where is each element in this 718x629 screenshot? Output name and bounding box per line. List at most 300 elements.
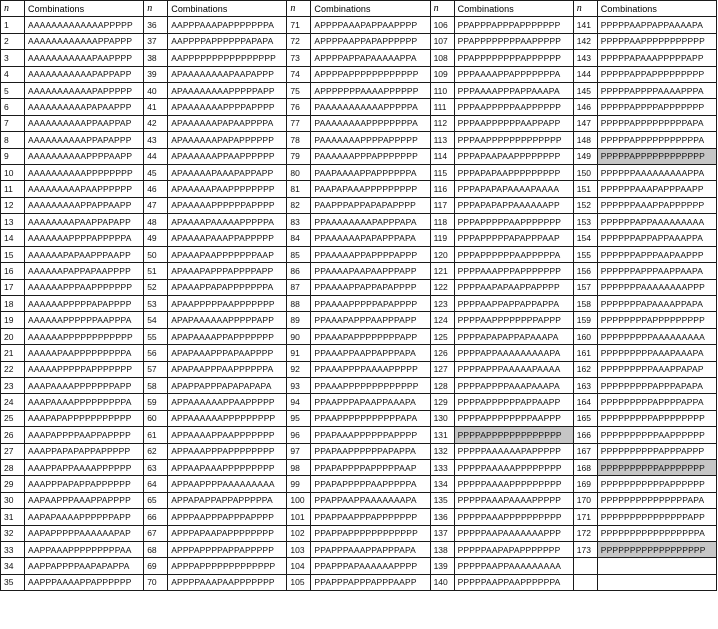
combination-cell: PPPPPAAPAPAPPPPPPP: [454, 541, 573, 557]
combination-cell: APPAAAAPPAAPPPPPPP: [168, 427, 287, 443]
row-number-cell: 122: [430, 279, 454, 295]
table-row: [1, 214, 717, 230]
combination-cell: APPAAAPPPAPPPPPPPP: [168, 443, 287, 459]
combination-cell: AAAAAPPPPPAPPPPPPP: [25, 361, 144, 377]
row-number-cell: 11: [1, 181, 25, 197]
row-number-cell: 44: [144, 148, 168, 164]
empty-cell: [573, 558, 597, 574]
combination-cell: PPPPPPPPPPAAPPPPPP: [597, 427, 716, 443]
combination-cell: AAPPAPPPPAAPAPAPPA: [25, 558, 144, 574]
combination-cell: APPPPPPPAAAAPPPPPP: [311, 82, 430, 98]
row-number-cell: 5: [1, 82, 25, 98]
row-number-cell: 22: [1, 361, 25, 377]
combination-cell: APPPPAPPAPAAAAAPPA: [311, 50, 430, 66]
row-number-cell: 8: [1, 132, 25, 148]
row-number-cell: 166: [573, 427, 597, 443]
combination-cell: AAAAAAPPPPPPPPPPPP: [25, 328, 144, 344]
row-number-cell: 4: [1, 66, 25, 82]
combination-cell: PPAAAPPPPPPPPPPPPP: [311, 377, 430, 393]
combination-cell: AAAAAAAAAAAAAPPPPP: [25, 17, 144, 33]
row-number-cell: 164: [573, 394, 597, 410]
row-number-cell: 14: [1, 230, 25, 246]
row-number-cell: 140: [430, 574, 454, 590]
row-number-cell: 127: [430, 361, 454, 377]
combination-cell: AAPAPAAAAPPPPPPAPP: [25, 509, 144, 525]
row-number-cell: 61: [144, 427, 168, 443]
row-number-cell: 41: [144, 99, 168, 115]
row-number-cell: 172: [573, 525, 597, 541]
row-number-cell: 107: [430, 33, 454, 49]
table-row: [1, 541, 717, 557]
row-number-cell: 158: [573, 296, 597, 312]
combination-cell: AAAAAAAPPPPAPPPPPA: [25, 230, 144, 246]
row-number-cell: 15: [1, 246, 25, 262]
row-number-cell: 49: [144, 230, 168, 246]
combination-cell: PPAAPPPPPPPPPPPAPA: [311, 410, 430, 426]
row-number-cell: 60: [144, 410, 168, 426]
row-number-cell: 2: [1, 33, 25, 49]
combination-cell: PPAAAPPAAPPAPPPAPA: [311, 345, 430, 361]
combination-cell: APAPAAPPPAAPPPPPPA: [168, 361, 287, 377]
table-row: [1, 115, 717, 131]
table-row: [1, 377, 717, 393]
table-row: [1, 279, 717, 295]
row-number-cell: 154: [573, 230, 597, 246]
row-number-cell: 156: [573, 263, 597, 279]
combination-cell: AAAAAAAAAAAPAAPPPP: [25, 50, 144, 66]
row-number-cell: 113: [430, 132, 454, 148]
combination-cell: APAPAAAPPPAPAAPPPP: [168, 345, 287, 361]
combination-cell: PPPPPAPPPPAPPPPPPP: [597, 99, 716, 115]
table-row: [1, 558, 717, 574]
combination-cell: PPPPPPAPPAPPAAAPPA: [597, 230, 716, 246]
row-number-cell: 34: [1, 558, 25, 574]
row-number-cell: 26: [1, 427, 25, 443]
combination-cell: APAAAAAAAAPAAPAPPP: [168, 66, 287, 82]
combination-cell: PAAAAAAAAPPPPPPPPA: [311, 115, 430, 131]
combination-cell: AAAPAAAAPPPPPPPPPA: [25, 394, 144, 410]
combination-cell: AAAAAAPPPPPAPAPPPP: [25, 296, 144, 312]
combination-cell: AAAAAAAAAAPPPPAAPP: [25, 148, 144, 164]
combination-cell: APPAPAPPAPPAPPPPPA: [168, 492, 287, 508]
table-row: [1, 246, 717, 262]
combination-cell: APAAAAPAAAPPAPPPPP: [168, 230, 287, 246]
combination-cell: PPPPAPPPPAAAPAAAPA: [454, 377, 573, 393]
combination-cell: AAAPAPAPPPPPPPPPPP: [25, 410, 144, 426]
row-number-cell: 6: [1, 99, 25, 115]
row-number-cell: 143: [573, 50, 597, 66]
row-number-cell: 144: [573, 66, 597, 82]
row-number-cell: 48: [144, 214, 168, 230]
table-row: [1, 509, 717, 525]
row-number-cell: 109: [430, 66, 454, 82]
row-number-cell: 130: [430, 410, 454, 426]
row-number-cell: 117: [430, 197, 454, 213]
combination-cell: PPPPAPAPAPPAPAAAPA: [454, 328, 573, 344]
combination-cell: PPPPPPAAAAAAAAAPPA: [597, 164, 716, 180]
row-number-cell: 69: [144, 558, 168, 574]
row-number-cell: 120: [430, 246, 454, 262]
row-number-cell: 91: [287, 345, 311, 361]
row-number-cell: 25: [1, 410, 25, 426]
row-number-cell: 13: [1, 214, 25, 230]
header-combinations-label: Combinations: [311, 1, 430, 17]
combination-cell: PPPPPPPAPAAAAPPAPA: [597, 296, 716, 312]
table-row: [1, 230, 717, 246]
combination-cell: PPPPPPPPPPPPPPPAPP: [597, 509, 716, 525]
header-n-label: n: [287, 1, 311, 17]
combination-cell: PAAPPPAPPAPAPAPPPP: [311, 197, 430, 213]
combination-cell: PPAAAAPPPPPAPAPPPP: [311, 296, 430, 312]
row-number-cell: 111: [430, 99, 454, 115]
table-row: [1, 99, 717, 115]
row-number-cell: 104: [287, 558, 311, 574]
combination-cell: APAPPAPPPAPAPAPAPA: [168, 377, 287, 393]
row-number-cell: 141: [573, 17, 597, 33]
combination-cell: APAPAAAAAAPPPPPAPP: [168, 312, 287, 328]
row-number-cell: 148: [573, 132, 597, 148]
table-row: [1, 33, 717, 49]
row-number-cell: 30: [1, 492, 25, 508]
combination-cell: PPPPPPAAAPPAPPPPPP: [597, 197, 716, 213]
combination-cell: AAAPPPAPAPPAPPPPPP: [25, 476, 144, 492]
row-number-cell: 10: [1, 164, 25, 180]
combination-cell: AAPAPPPPPAAAAAAPAP: [25, 525, 144, 541]
combination-cell: PPAPPAAPPPAPPPPPPP: [311, 509, 430, 525]
combination-cell: PPAAAAPAAPAAPPPAPP: [311, 263, 430, 279]
row-number-cell: 37: [144, 33, 168, 49]
row-number-cell: 126: [430, 345, 454, 361]
row-number-cell: 66: [144, 509, 168, 525]
row-number-cell: 7: [1, 115, 25, 131]
combination-cell: PAAPAAAAPPAPPPPPPA: [311, 164, 430, 180]
combination-cell: PPPPPPPPPAPPPAPAPA: [597, 377, 716, 393]
row-number-cell: 90: [287, 328, 311, 344]
combination-cell: PPPPPAPPAPPPPPPPPP: [597, 66, 716, 82]
combination-cell: AAAAAAAAAAAPAPPPPP: [25, 82, 144, 98]
row-number-cell: 128: [430, 377, 454, 393]
combination-cell: PAAAAAAAAAAAPPPPPA: [311, 99, 430, 115]
combination-cell: PPPAPPPPPAPAPPPAAP: [454, 230, 573, 246]
combination-cell: PPPPPPPPPAPPPPPPPP: [597, 410, 716, 426]
combination-cell: PPPPPPPPPPPPPPPAPA: [597, 492, 716, 508]
combination-cell: PAAAAAAPPPAPPPPPPP: [311, 148, 430, 164]
row-number-cell: 160: [573, 328, 597, 344]
row-number-cell: 97: [287, 443, 311, 459]
combination-cell: PPPPPAAAAAPPPPPPPP: [454, 459, 573, 475]
row-number-cell: 99: [287, 476, 311, 492]
combination-cell: PPPPPAAAPAAAAPPPPP: [454, 492, 573, 508]
header-combinations-label: Combinations: [168, 1, 287, 17]
row-number-cell: 121: [430, 263, 454, 279]
row-number-cell: 116: [430, 181, 454, 197]
header-n-label: n: [144, 1, 168, 17]
combination-cell: AAAAAPAAPPPPPPPPPA: [25, 345, 144, 361]
row-number-cell: 142: [573, 33, 597, 49]
combination-cell: PPPPAAPAPAAPPAPPPP: [454, 279, 573, 295]
row-number-cell: 87: [287, 279, 311, 295]
combination-cell: APPPAAPPPAPPPAPPPP: [168, 509, 287, 525]
combination-cell: PPPPPAAPPPPPPPPPPP: [597, 33, 716, 49]
row-number-cell: 85: [287, 246, 311, 262]
row-number-cell: 124: [430, 312, 454, 328]
combination-cell: PPPPPAAAAPPPPPPPPP: [454, 476, 573, 492]
table-row: [1, 427, 717, 443]
combination-cell: PPPPPPPPPAPPPPAPPA: [597, 394, 716, 410]
row-number-cell: 100: [287, 492, 311, 508]
row-number-cell: 152: [573, 197, 597, 213]
combination-cell: PPAPPPAPAAAAAAPPPP: [311, 558, 430, 574]
combination-cell: PPAAAPAPPPAAPPPAPP: [311, 312, 430, 328]
combination-cell: PPAPPAPPPPPPPPPPPP: [311, 525, 430, 541]
combination-cell-highlighted: PPPPPAPPPPPPPPPPPP: [597, 148, 716, 164]
combination-cell: AAAAAAAAAAPPAAPPAP: [25, 115, 144, 131]
combination-cell: APPPAPPPPPPPPPPPPP: [168, 558, 287, 574]
row-number-cell: 151: [573, 181, 597, 197]
table-row: [1, 181, 717, 197]
row-number-cell: 9: [1, 148, 25, 164]
table-row: [1, 197, 717, 213]
row-number-cell: 108: [430, 50, 454, 66]
combination-cell: PPPPPAAAPPPPPPPPPP: [454, 509, 573, 525]
combination-cell: AAAPAPPPPAAPPAPPPP: [25, 427, 144, 443]
row-number-cell: 73: [287, 50, 311, 66]
row-number-cell: 149: [573, 148, 597, 164]
row-number-cell: 102: [287, 525, 311, 541]
combination-cell: PPPAAPPPPPPAAPPAPP: [454, 115, 573, 131]
row-number-cell: 155: [573, 246, 597, 262]
row-number-cell: 19: [1, 312, 25, 328]
row-number-cell: 132: [430, 443, 454, 459]
combination-cell: PPAPPPPPPPPAAPPPPP: [454, 33, 573, 49]
table-row: [1, 361, 717, 377]
combination-cell: PPPPPPAPPPAAPAAPPP: [597, 246, 716, 262]
combination-cell: PPPPPAPPPPPPPPPAPA: [597, 115, 716, 131]
combination-cell: PPPPPAAPPAPPAAAAPA: [597, 17, 716, 33]
combination-cell: PPPPPPPPPPAPPPAPPP: [597, 443, 716, 459]
combination-cell: AAAPPAPPAAAAPPPPPP: [25, 459, 144, 475]
row-number-cell: 56: [144, 345, 168, 361]
row-number-cell: 78: [287, 132, 311, 148]
table-row: [1, 459, 717, 475]
combination-cell: AAPPPAAAAPPAPPPPPP: [25, 574, 144, 590]
combination-cell: PPPPAPPPPPPPPAAPPP: [454, 410, 573, 426]
combination-cell: APAAAPAAPPPPPPPAAP: [168, 246, 287, 262]
combination-cell: PPAAAPAPPPPPPPPAPP: [311, 328, 430, 344]
row-number-cell: 53: [144, 296, 168, 312]
row-number-cell: 23: [1, 377, 25, 393]
header-n-label: n: [573, 1, 597, 17]
combination-cell: APPPPAAAPAAPPPPPPP: [168, 574, 287, 590]
header-n-label: n: [430, 1, 454, 17]
row-number-cell: 58: [144, 377, 168, 393]
combination-cell: PPAAAPPPPAAAAPPPPP: [311, 361, 430, 377]
combination-cell: APAAAAAAPAPAAPPPPA: [168, 115, 287, 131]
row-number-cell: 45: [144, 164, 168, 180]
table-row: [1, 312, 717, 328]
table-row: [1, 50, 717, 66]
row-number-cell: 86: [287, 263, 311, 279]
row-number-cell: 31: [1, 509, 25, 525]
row-number-cell: 94: [287, 394, 311, 410]
row-number-cell: 64: [144, 476, 168, 492]
row-number-cell: 101: [287, 509, 311, 525]
header-combinations-label: Combinations: [597, 1, 716, 17]
combination-cell: PPPPPAAPAAAAAAAPPP: [454, 525, 573, 541]
combination-cell: APAAAPPAPAPPPPPPPA: [168, 279, 287, 295]
combination-cell: PPAAAAAAAAPAPPPAPA: [311, 214, 430, 230]
row-number-cell: 98: [287, 459, 311, 475]
row-number-cell: 131: [430, 427, 454, 443]
table-row: [1, 525, 717, 541]
combination-cell: PPAPAAPPPPPPAPAPPA: [311, 443, 430, 459]
combination-cell: PPPPPPPPPAAAPPAPAP: [597, 361, 716, 377]
combination-cell: APPPAPPPPAPPAPPPPP: [168, 541, 287, 557]
row-number-cell: 68: [144, 541, 168, 557]
combination-cell: AAPPAAAPPPPPPPPPAA: [25, 541, 144, 557]
row-number-cell: 115: [430, 164, 454, 180]
row-number-cell: 103: [287, 541, 311, 557]
combination-cell: AAAAAAPAPPAPAAPPPP: [25, 263, 144, 279]
row-number-cell: 76: [287, 99, 311, 115]
table-row: [1, 574, 717, 590]
row-number-cell: 33: [1, 541, 25, 557]
combination-cell: PPAAAAAAPAPAPPPAPA: [311, 230, 430, 246]
row-number-cell: 75: [287, 82, 311, 98]
combination-cell: PPPAPAAPAAPPPPPPPP: [454, 148, 573, 164]
row-number-cell: 16: [1, 263, 25, 279]
row-number-cell: 153: [573, 214, 597, 230]
row-number-cell: 163: [573, 377, 597, 393]
table-row: [1, 82, 717, 98]
combination-cell: PPPPPPPPPAAAAAAAAA: [597, 328, 716, 344]
row-number-cell: 165: [573, 410, 597, 426]
combination-cell: PPPPPPAPPAAAAAAAAA: [597, 214, 716, 230]
row-number-cell: 77: [287, 115, 311, 131]
row-number-cell: 51: [144, 263, 168, 279]
row-number-cell: 150: [573, 164, 597, 180]
row-number-cell: 72: [287, 33, 311, 49]
combination-cell: PPPPAPPPPPPAPPAAPP: [454, 394, 573, 410]
combination-cell: PPAPPPAPPPAPPPPPPP: [454, 17, 573, 33]
combination-cell-highlighted: PPPPPPPPPPPPPPPPPP: [597, 541, 716, 557]
combination-cell: APPPPAAAPAPPAAPPPP: [311, 17, 430, 33]
table-header-row: [1, 1, 717, 17]
empty-cell: [597, 574, 716, 590]
row-number-cell: 159: [573, 312, 597, 328]
row-number-cell: 28: [1, 459, 25, 475]
combination-cell: PPAPPPAAAPPAPPPAPA: [311, 541, 430, 557]
table-row: [1, 263, 717, 279]
combination-cell: PAAAAAAAPPPPAPPPPP: [311, 132, 430, 148]
row-number-cell: 114: [430, 148, 454, 164]
table-row: [1, 148, 717, 164]
combination-cell: AAAAAAPPPAAPPPPPPP: [25, 279, 144, 295]
combination-cell: PPPAPPPPPAAPPPPPPP: [454, 214, 573, 230]
row-number-cell: 42: [144, 115, 168, 131]
combination-cell: PPAPPPAPPPAPPPAAPP: [311, 574, 430, 590]
combination-cell-highlighted: PPPPPPPPPPAPPPPPPP: [597, 459, 716, 475]
row-number-cell: 125: [430, 328, 454, 344]
row-number-cell: 133: [430, 459, 454, 475]
row-number-cell: 32: [1, 525, 25, 541]
row-number-cell: 29: [1, 476, 25, 492]
row-number-cell: 80: [287, 164, 311, 180]
combination-cell: PPPPPPPPPPPAPPPPPP: [597, 476, 716, 492]
row-number-cell: 106: [430, 17, 454, 33]
combination-cell-highlighted: PPPPAPPPPPPPPPPPPP: [454, 427, 573, 443]
combination-cell: PPPAAPPPPPPPPPPPPP: [454, 132, 573, 148]
row-number-cell: 50: [144, 246, 168, 262]
table-row: [1, 492, 717, 508]
combination-cell: AAAPPAPAPAPPAPPPPP: [25, 443, 144, 459]
row-number-cell: 27: [1, 443, 25, 459]
row-number-cell: 134: [430, 476, 454, 492]
row-number-cell: 81: [287, 181, 311, 197]
row-number-cell: 59: [144, 394, 168, 410]
row-number-cell: 18: [1, 296, 25, 312]
combination-cell: APAAAAAAAPPPPAPPPP: [168, 99, 287, 115]
row-number-cell: 43: [144, 132, 168, 148]
table-row: [1, 443, 717, 459]
combination-cell: PPAPPAAPPAAAAAAAPA: [311, 492, 430, 508]
combination-cell: PPPAPAPAPAAAAPAAAA: [454, 181, 573, 197]
combination-cell: PPPAPAPAAPPPPPPPPP: [454, 164, 573, 180]
combination-cell: PPPAAAAPPPAPPAAAPA: [454, 82, 573, 98]
combination-cell: PPPPPPPPAPPPPPPPPP: [597, 312, 716, 328]
combination-cell: PPPAAPPPPPAAPPPPPP: [454, 99, 573, 115]
table-row: [1, 394, 717, 410]
row-number-cell: 89: [287, 312, 311, 328]
row-number-cell: 40: [144, 82, 168, 98]
row-number-cell: 1: [1, 17, 25, 33]
combination-cell: AAPPPPAPPPPPPAPAPA: [168, 33, 287, 49]
table-row: [1, 296, 717, 312]
combination-cell: AAAAAAAAAAPPPPPPPP: [25, 164, 144, 180]
row-number-cell: 88: [287, 296, 311, 312]
row-number-cell: 62: [144, 443, 168, 459]
combination-cell: APAAAAAAAAPPPPPAPP: [168, 82, 287, 98]
combination-cell: PPPPPPPPPAAAPAAAPA: [597, 345, 716, 361]
combination-cell: AAAAAAAAAAAAPPAPPP: [25, 33, 144, 49]
row-number-cell: 20: [1, 328, 25, 344]
row-number-cell: 95: [287, 410, 311, 426]
combination-cell: APPAAAAAAPPPPPPPPP: [168, 410, 287, 426]
row-number-cell: 167: [573, 443, 597, 459]
row-number-cell: 170: [573, 492, 597, 508]
combination-cell: PPAAAAAPPAPPPPAPPP: [311, 246, 430, 262]
row-number-cell: 12: [1, 197, 25, 213]
row-number-cell: 63: [144, 459, 168, 475]
row-number-cell: 168: [573, 459, 597, 475]
combination-cell: APAAAAAAPPAAPPPPPP: [168, 148, 287, 164]
combination-cell: PPPPAAAPPPAPPPPPPP: [454, 263, 573, 279]
row-number-cell: 82: [287, 197, 311, 213]
combination-cell: PPAPAAAPPPPPPAPPPP: [311, 427, 430, 443]
combination-cell: PPPPPPPAAAAAAAAPPP: [597, 279, 716, 295]
combination-cell: AAPPPPPPPPPPPPPPPP: [168, 50, 287, 66]
combination-cell: APAAAAAAPAPAPPPPPP: [168, 132, 287, 148]
combination-cell: PPPPPPAPPPAAPPAAPA: [597, 263, 716, 279]
combination-cell: PPPAAAAPPAPPPPPPPA: [454, 66, 573, 82]
row-number-cell: 67: [144, 525, 168, 541]
combination-cell: PPAAAAPPAPPAPAPPPP: [311, 279, 430, 295]
row-number-cell: 110: [430, 82, 454, 98]
row-number-cell: 70: [144, 574, 168, 590]
row-number-cell: 173: [573, 541, 597, 557]
row-number-cell: 137: [430, 525, 454, 541]
row-number-cell: 74: [287, 66, 311, 82]
